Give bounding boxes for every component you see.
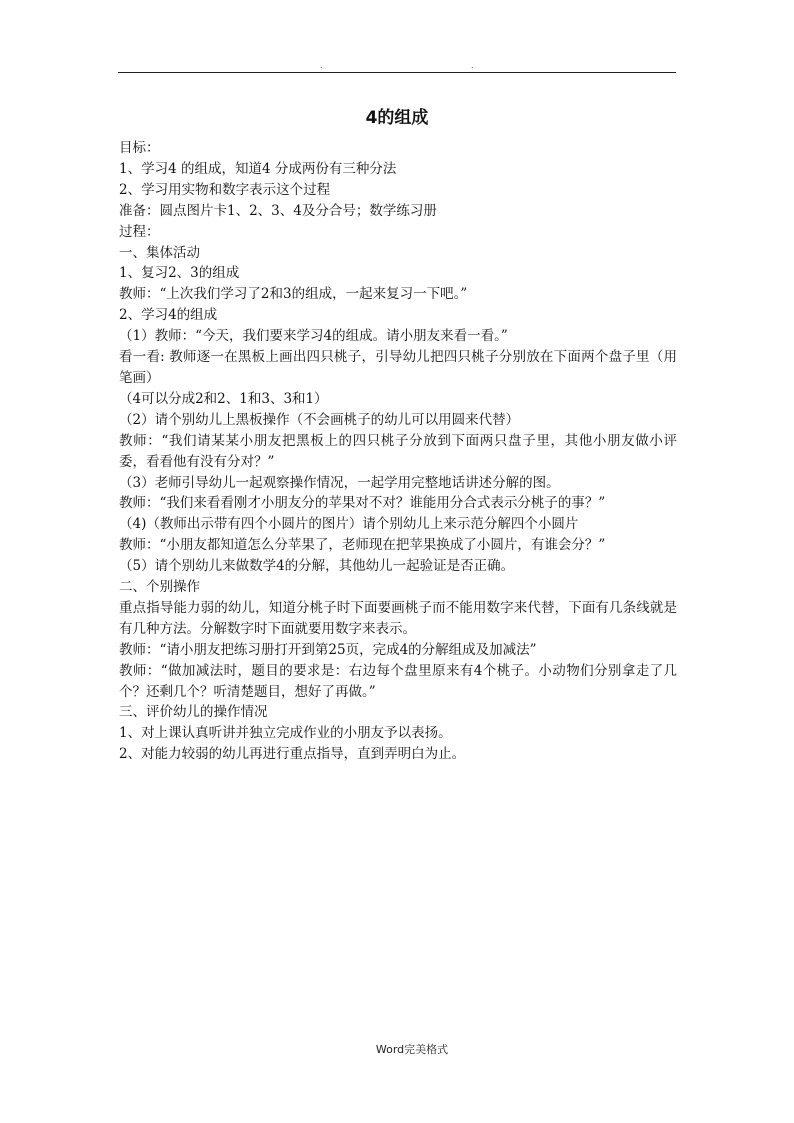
- paragraph-step-3: （3）老师引导幼儿一起观察操作情况，一起学用完整地话讲述分解的图。: [119, 474, 560, 491]
- paragraph-process-heading: 过程：: [119, 223, 160, 240]
- paragraph-review: 1、复习2、3的组成: [119, 265, 240, 282]
- paragraph-goal-2: 2、学习用实物和数字表示这个过程: [119, 181, 331, 198]
- paragraph-teacher-workbook: 教师：“请小朋友把练习册打开到第25页，完成4的分解组成及加减法”: [119, 641, 537, 658]
- paragraph-teacher-check: 教师：“我们来看看刚才小朋友分的苹果对不对？谁能用分合式表示分桃子的事？”: [119, 495, 606, 512]
- header-rule: [118, 72, 676, 73]
- header-dot-right: .: [471, 61, 474, 70]
- paragraph-teacher-circles: 教师：“小朋友都知道怎么分苹果了，老师现在把苹果换成了小圆片，有谁会分？”: [119, 537, 606, 554]
- paragraph-teacher-board: 教师：“我们请某某小朋友把黑板上的四只桃子分放到下面两只盘子里，其他小朋友做小评委，看看他有没有分对？”: [119, 432, 677, 470]
- paragraph-praise: 1、对上课认真听讲并独立完成作业的小朋友予以表扬。: [119, 725, 452, 742]
- paragraph-goals-heading: 目标：: [119, 140, 160, 156]
- paragraph-learn-4: 2、学习4的组成: [119, 307, 218, 324]
- header-dot-left: .: [320, 61, 323, 70]
- document-body: [119, 138, 677, 765]
- paragraph-step-2: （2）请个别幼儿上黑板操作（不会画桃子的幼儿可以用圆来代替）: [119, 411, 520, 428]
- paragraph-step-4: （4)（教师出示带有四个小圆片的图片）请个别幼儿上来示范分解四个小圆片: [119, 516, 579, 533]
- paragraph-teacher-addition: 教师：“做加减法时，题目的要求是：右边每个盘里原来有4个桃子。小动物们分别拿走了几个？还剩几个？听清楚题目，想好了再做。”: [119, 662, 677, 700]
- paragraph-teacher-review: 教师：“上次我们学习了2和3的组成，一起来复习一下吧。”: [119, 286, 468, 303]
- paragraph-preparation: 准备：圆点图片卡1、2、3、4及分合号；数学练习册: [119, 202, 437, 219]
- page-footer: Word完美格式: [375, 1043, 449, 1056]
- section-individual-work: 二、个别操作: [119, 579, 200, 596]
- paragraph-guidance: 重点指导能力弱的幼儿，知道分桃子时下面要画桃子而不能用数字来代替，下面有几条线就是有几种方法。分解数字时下面就要用数字来表示。: [119, 599, 677, 637]
- section-group-activity: 一、集体活动: [119, 244, 200, 261]
- paragraph-splits: （4可以分成2和2、1和3、3和1）: [119, 390, 328, 407]
- section-evaluation: 三、评价幼儿的操作情况: [119, 704, 268, 721]
- paragraph-step-1: （1）教师：“今天，我们要来学习4的组成。请小朋友来看一看。”: [119, 328, 508, 345]
- paragraph-step-5: （5）请个别幼儿来做数学4的分解，其他幼儿一起验证是否正确。: [119, 558, 515, 575]
- paragraph-goal-1: 1、学习4 的组成，知道4 分成两份有三种分法: [119, 160, 397, 177]
- paragraph-look: 看一看: 教师逐一在黑板上画出四只桃子，引导幼儿把四只桃子分别放在下面两个盘子里（用笔画）: [119, 349, 677, 386]
- paragraph-guidance-weak: 2、对能力较弱的幼儿再进行重点指导，直到弄明白为止。: [119, 746, 466, 763]
- page-title: 4的组成: [365, 108, 429, 128]
